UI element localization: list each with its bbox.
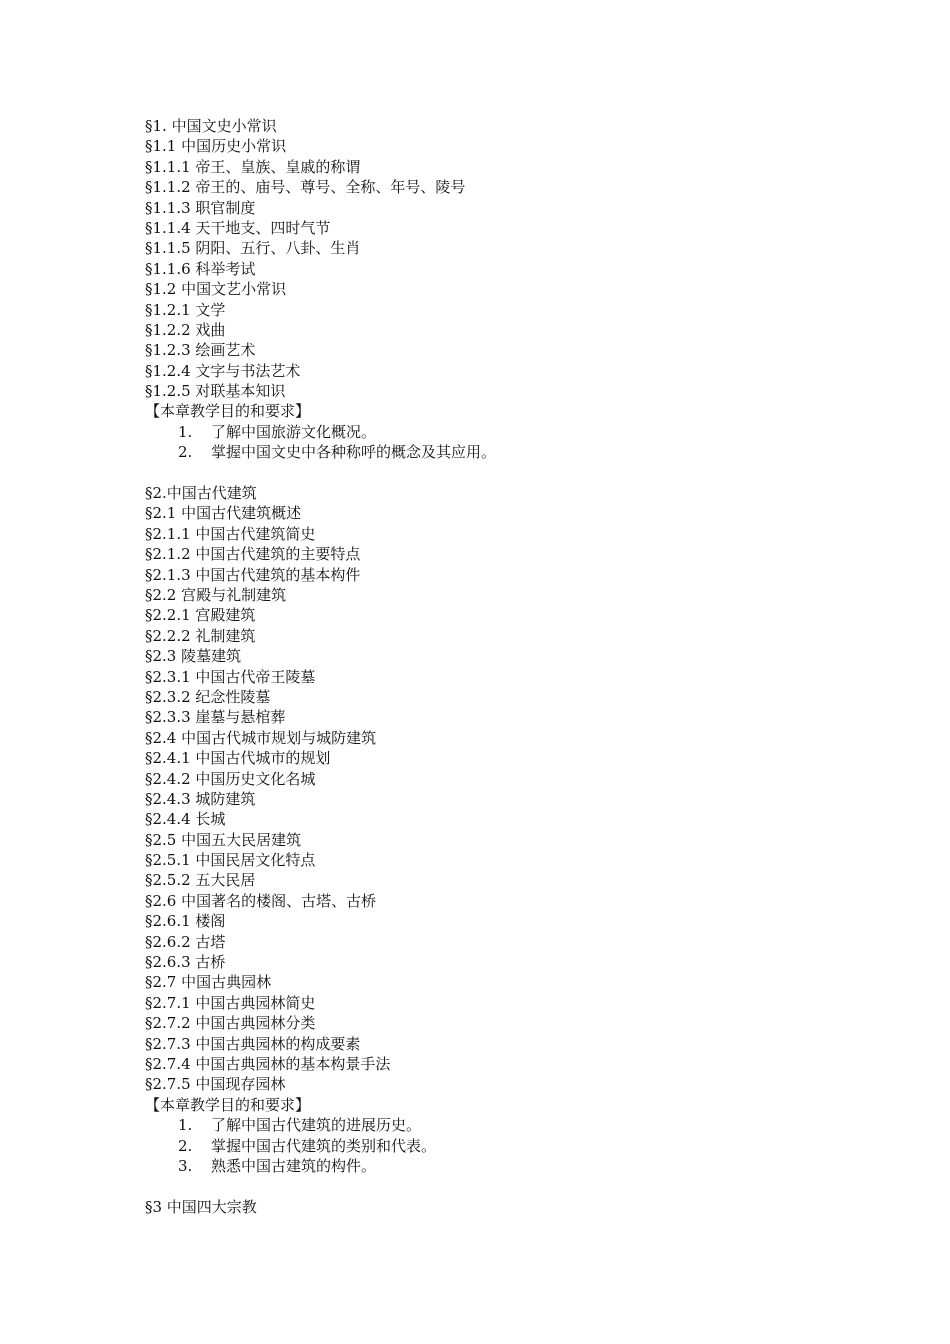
section-2-2-1: §2.2.1 宫殿建筑 [145,606,256,625]
section-2-3-2: §2.3.2 纪念性陵墓 [145,687,271,706]
goal-number: 1. [178,422,193,441]
section-1-2-3: §1.2.3 绘画艺术 [145,341,256,360]
section-1-1-6: §1.1.6 科举考试 [145,259,256,278]
section-1-1: §1.1 中国历史小常识 [145,137,287,156]
section-1-1-4: §1.1.4 天干地支、四时气节 [145,218,331,237]
section-2-7-4: §2.7.4 中国古典园林的基本构景手法 [145,1054,391,1073]
goal-number: 1. [178,1116,193,1135]
section-2-1-3: §2.1.3 中国古代建筑的基本构件 [145,565,361,584]
section-1-2-5: §1.2.5 对联基本知识 [145,382,286,401]
section-1-1-5: §1.1.5 阴阳、五行、八卦、生肖 [145,239,361,258]
section-1-2-1: §1.2.1 文学 [145,300,226,319]
section-2-7-3: §2.7.3 中国古典园林的构成要素 [145,1034,361,1053]
chapter-2-goal-1 [145,1115,845,1135]
section-1-1-3: §1.1.3 职官制度 [145,198,256,217]
section-2-2: §2.2 宫殿与礼制建筑 [145,585,287,604]
section-2-3: §2.3 陵墓建筑 [145,647,242,666]
section-2-7-1: §2.7.1 中国古典园林简史 [145,993,316,1012]
goal-text: 了解中国旅游文化概况。 [211,422,377,441]
section-2-5: §2.5 中国五大民居建筑 [145,830,302,849]
goal-text: 了解中国古代建筑的进展历史。 [211,1116,422,1135]
goal-number: 2. [178,443,193,462]
goal-text: 掌握中国古代建筑的类别和代表。 [211,1136,437,1155]
goal-text: 熟悉中国古建筑的构件。 [211,1156,377,1175]
section-2-6: §2.6 中国著名的楼阁、古塔、古桥 [145,891,377,910]
section-2-6-1: §2.6.1 楼阁 [145,912,226,931]
section-2-1: §2.1 中国古代建筑概述 [145,504,302,523]
blank-line [145,1176,845,1196]
chapter-1-goal-2 [145,442,845,462]
chapter-2-goal-3 [145,1156,845,1176]
section-2-6-3: §2.6.3 古桥 [145,953,226,972]
section-1-2-2: §1.2.2 戏曲 [145,320,226,339]
chapter-1-goals-heading: 【本章教学目的和要求】 [145,402,311,421]
section-2-3-1: §2.3.1 中国古代帝王陵墓 [145,667,316,686]
section-2-6-2: §2.6.2 古塔 [145,932,226,951]
goal-text: 掌握中国文史中各种称呼的概念及其应用。 [211,443,497,462]
section-1-1-2: §1.1.2 帝王的、庙号、尊号、全称、年号、陵号 [145,178,466,197]
goal-number: 3. [178,1156,193,1175]
chapter-1-section [145,116,845,463]
chapter-3-title: §3 中国四大宗教 [145,1197,257,1216]
chapter-1-title: §1. 中国文史小常识 [145,117,277,135]
section-2-1-1: §2.1.1 中国古代建筑简史 [145,524,316,543]
chapter-2-title: §2.中国古代建筑 [145,484,257,503]
blank-line [145,463,845,483]
chapter-3-section [145,1197,845,1217]
section-2-5-2: §2.5.2 五大民居 [145,871,256,890]
section-2-5-1: §2.5.1 中国民居文化特点 [145,851,316,870]
section-2-4: §2.4 中国古代城市规划与城防建筑 [145,728,377,747]
goal-number: 2. [178,1136,193,1155]
section-2-4-3: §2.4.3 城防建筑 [145,789,256,808]
section-1-1-1: §1.1.1 帝王、皇族、皇戚的称谓 [145,157,361,176]
chapter-2-goal-2 [145,1136,845,1156]
section-2-7-5: §2.7.5 中国现存园林 [145,1075,286,1094]
chapter-2-goals-heading: 【本章教学目的和要求】 [145,1095,311,1114]
chapter-2-section [145,483,845,1176]
section-2-2-2: §2.2.2 礼制建筑 [145,626,256,645]
section-2-4-2: §2.4.2 中国历史文化名城 [145,769,316,788]
section-1-2-4: §1.2.4 文字与书法艺术 [145,361,301,380]
section-2-7: §2.7 中国古典园林 [145,973,272,992]
section-1-2: §1.2 中国文艺小常识 [145,280,287,299]
section-2-4-1: §2.4.1 中国古代城市的规划 [145,749,331,768]
section-2-4-4: §2.4.4 长城 [145,810,226,829]
section-2-7-2: §2.7.2 中国古典园林分类 [145,1014,316,1033]
section-2-1-2: §2.1.2 中国古代建筑的主要特点 [145,545,361,564]
section-2-3-3: §2.3.3 崖墓与悬棺葬 [145,708,286,727]
document-page [145,116,845,1217]
chapter-1-goal-1 [145,422,845,442]
